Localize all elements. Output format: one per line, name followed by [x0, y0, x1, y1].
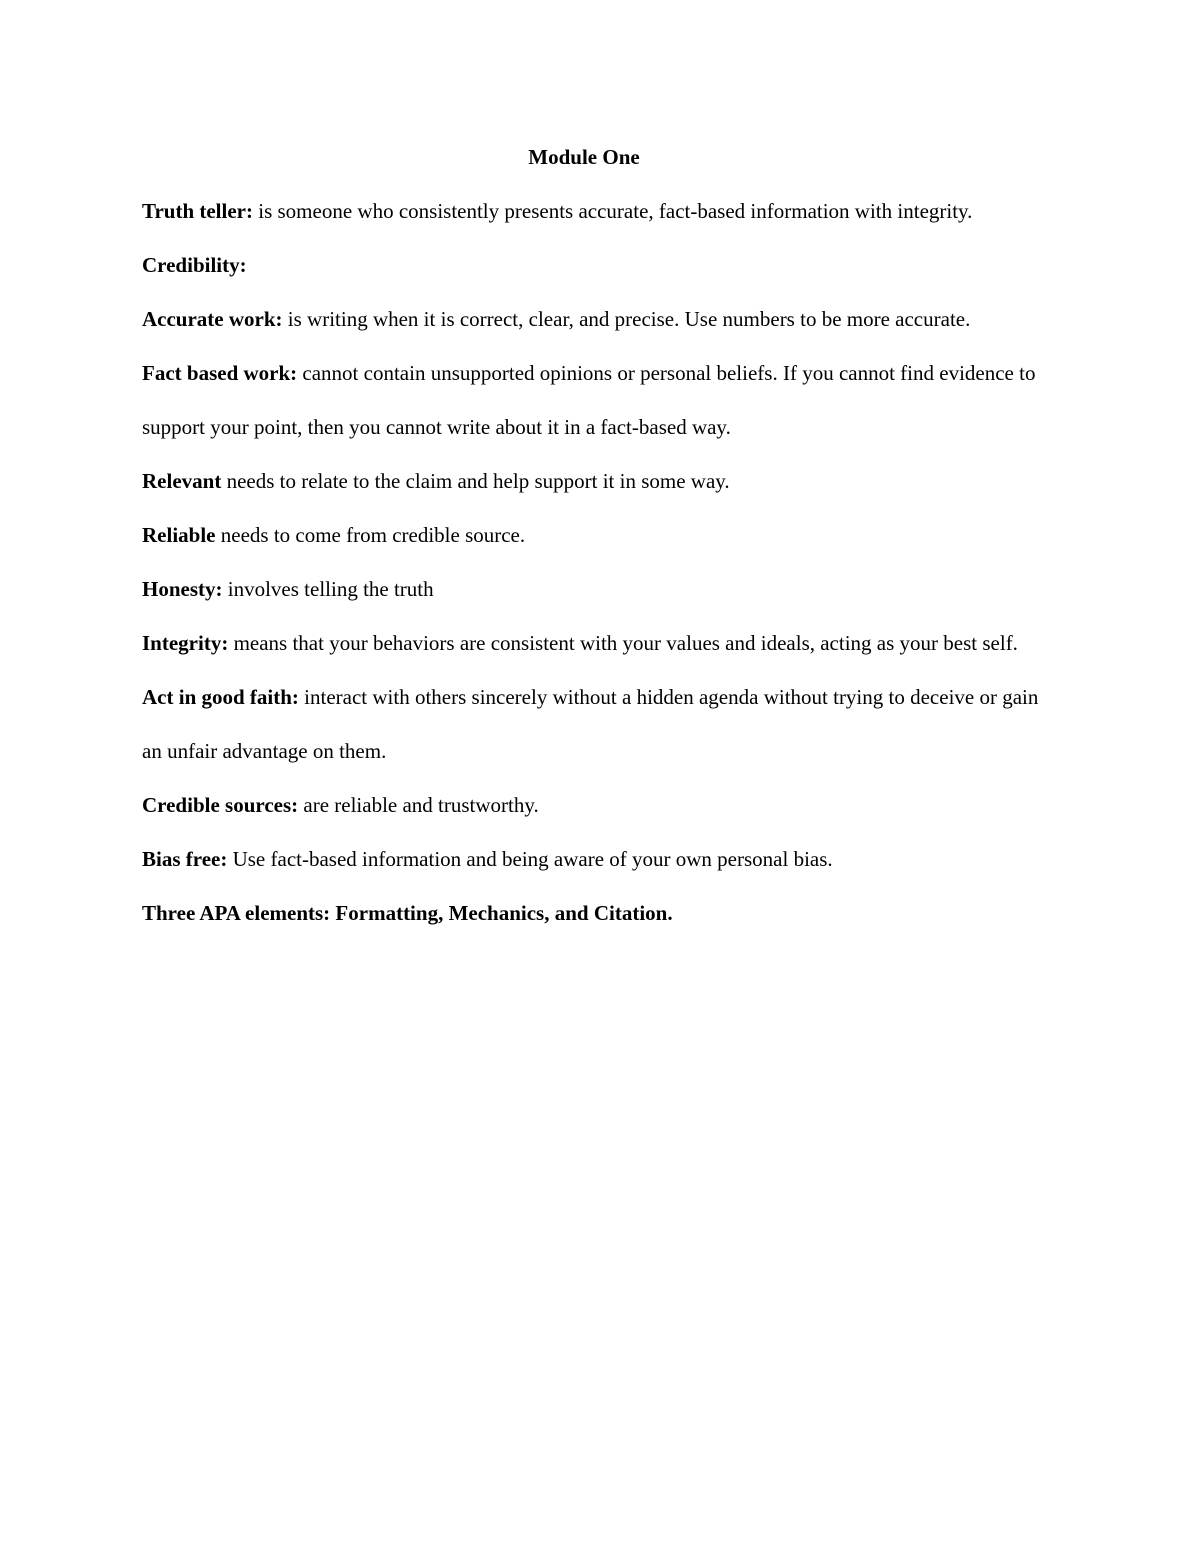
entry-term: Integrity:: [142, 631, 229, 655]
entry-accurate-work: [142, 292, 1042, 346]
page-title: Module One: [528, 145, 640, 169]
entry-term: Bias free:: [142, 847, 228, 871]
entry-text: Use fact-based information and being aware of your own personal bias.: [227, 847, 833, 871]
entry-text: needs to come from credible source.: [215, 523, 526, 547]
entry-bias-free: [142, 832, 1042, 886]
entry-term: Act in good faith:: [142, 685, 299, 709]
entry-credible-sources: [142, 778, 1042, 832]
entry-term: Reliable: [142, 523, 216, 547]
entry-term: Truth teller:: [142, 199, 253, 223]
entry-text: are reliable and trustworthy.: [298, 793, 539, 817]
entry-text: is someone who consistently presents accurate, fact-based information with integrity.: [253, 199, 973, 223]
entry-term: Accurate work:: [142, 307, 283, 331]
entry-term: Three APA elements: Formatting, Mechanics, and Citation.: [142, 901, 673, 925]
entry-term: Fact based work:: [142, 361, 298, 385]
entry-term: Credible sources:: [142, 793, 299, 817]
entry-apa-elements: [142, 886, 1042, 940]
entry-text: interact with others sincerely without a hidden agenda without trying to deceive or gain an unfair advantage on them.: [142, 685, 1039, 763]
entry-credibility: [142, 238, 1042, 292]
entry-honesty: [142, 562, 1042, 616]
entry-text: cannot contain unsupported opinions or personal beliefs. If you cannot find evidence to support your point, then you cannot write about it in a fact-based way.: [142, 361, 1036, 439]
entry-text: means that your behaviors are consistent with your values and ideals, acting as your best self.: [228, 631, 1018, 655]
entry-term: Honesty:: [142, 577, 223, 601]
entry-reliable: [142, 508, 1042, 562]
document-page: [142, 139, 1042, 940]
entry-integrity: [142, 616, 1042, 670]
entry-truth-teller: [142, 184, 1042, 238]
entry-act-in-good-faith: [142, 670, 1042, 778]
entry-term: Credibility:: [142, 253, 247, 277]
entry-text: is writing when it is correct, clear, and precise. Use numbers to be more accurate.: [282, 307, 971, 331]
entry-fact-based-work: [142, 346, 1042, 454]
entry-term: Relevant: [142, 469, 222, 493]
entry-text: needs to relate to the claim and help support it in some way.: [221, 469, 730, 493]
entry-relevant: [142, 454, 1042, 508]
entry-text: involves telling the truth: [222, 577, 434, 601]
